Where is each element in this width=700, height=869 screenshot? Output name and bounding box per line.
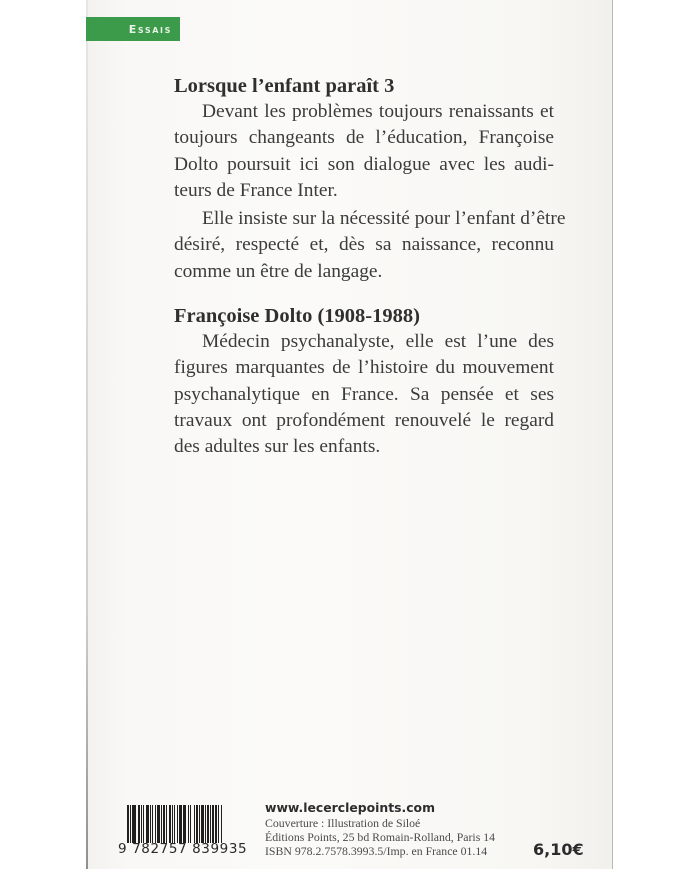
text-line: Elle insiste sur la nécessité pour l’enfant d’être	[202, 208, 566, 230]
collection-banner	[86, 17, 180, 41]
text-line: toujours changeants de l’éducation, Françoise	[174, 127, 554, 149]
description-paragraph-1	[174, 99, 554, 204]
back-cover-text	[174, 73, 566, 461]
barcode-icon	[127, 805, 265, 843]
text-line: Devant les problèmes toujours renaissants et	[202, 101, 554, 122]
author-bio	[174, 329, 554, 460]
book-title: Lorsque l’enfant paraît 3	[174, 75, 395, 97]
author-heading: Françoise Dolto (1908-1988)	[174, 305, 420, 328]
collection-label: Essais	[128, 22, 172, 36]
publisher-info	[265, 799, 525, 858]
text-line: psychanalytique en France. Sa pensée et ses	[174, 383, 554, 405]
text-line: des adultes sur les enfants.	[174, 436, 381, 458]
publisher-website-link[interactable]: www.lecerclepoints.com	[265, 800, 435, 815]
text-line: teurs de France Inter.	[174, 179, 338, 201]
text-line: comme un être de langage.	[174, 260, 383, 282]
description-paragraph-2	[174, 206, 566, 285]
text-line: Dolto poursuit ici son dialogue avec les audi-	[174, 153, 554, 175]
back-cover-footer	[118, 800, 598, 859]
text-line: figures marquantes de l’histoire du mouvement	[174, 357, 554, 379]
cover-credit: Couverture : Illustration de Siloé	[265, 816, 421, 830]
barcode-digits: 9 782757 839935	[118, 841, 248, 857]
text-line: Médecin psychanalyste, elle est l’une des	[202, 331, 554, 353]
price-label: 6,10€	[533, 840, 584, 859]
isbn-line: ISBN 978.2.7578.3993.5/Imp. en France 01.14	[265, 844, 488, 858]
publisher-address: Éditions Points, 25 bd Romain-Rolland, Paris 14	[265, 830, 496, 844]
barcode-bar	[222, 805, 223, 843]
text-line: désiré, respecté et, dès sa naissance, reconnu	[174, 234, 554, 256]
text-line: travaux ont profondément renouvelé le regard	[174, 409, 554, 431]
